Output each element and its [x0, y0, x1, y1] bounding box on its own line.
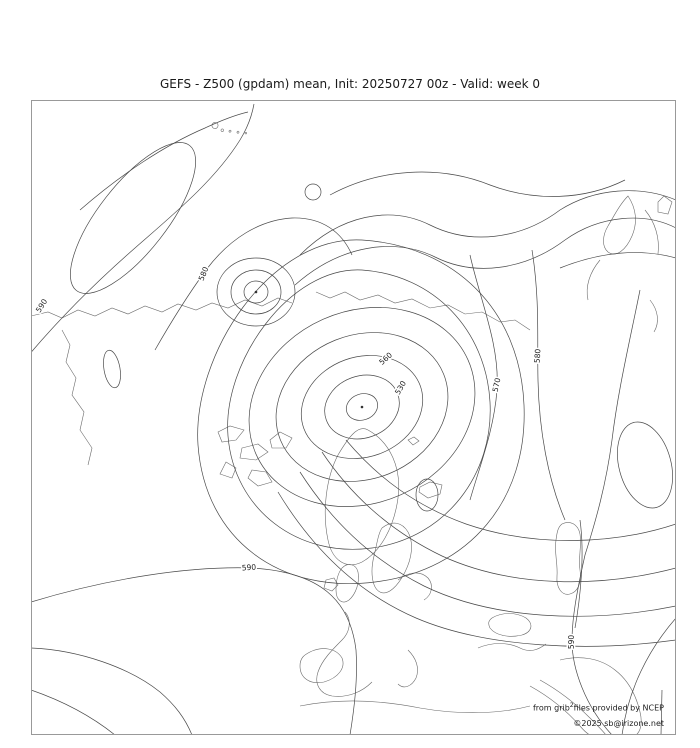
map-area	[31, 100, 676, 735]
svg-text:530: 530	[393, 379, 409, 397]
svg-text:560: 560	[377, 350, 395, 367]
page-title: GEFS - Z500 (gpdam) mean, Init: 20250727 00z - Valid: week 0	[159, 77, 541, 91]
pressure-centers	[255, 291, 364, 409]
map-svg	[31, 100, 676, 735]
source-text-prefix: from grib	[532, 703, 570, 713]
svg-text:580: 580	[196, 265, 211, 283]
source-text-sup: 2	[569, 702, 574, 709]
contour-labels	[34, 265, 576, 649]
svg-text:590: 590	[33, 297, 50, 315]
contour-lines	[31, 104, 676, 735]
svg-text:590: 590	[567, 634, 576, 650]
svg-text:570: 570	[490, 376, 503, 393]
copyright-note: ©2025 sb@irizone.net	[573, 719, 664, 728]
map-frame	[32, 101, 676, 735]
data-source-note	[533, 701, 664, 714]
source-text-suffix: files provided by NCEP	[573, 703, 664, 713]
svg-text:590: 590	[241, 562, 257, 573]
svg-text:580: 580	[532, 348, 543, 364]
